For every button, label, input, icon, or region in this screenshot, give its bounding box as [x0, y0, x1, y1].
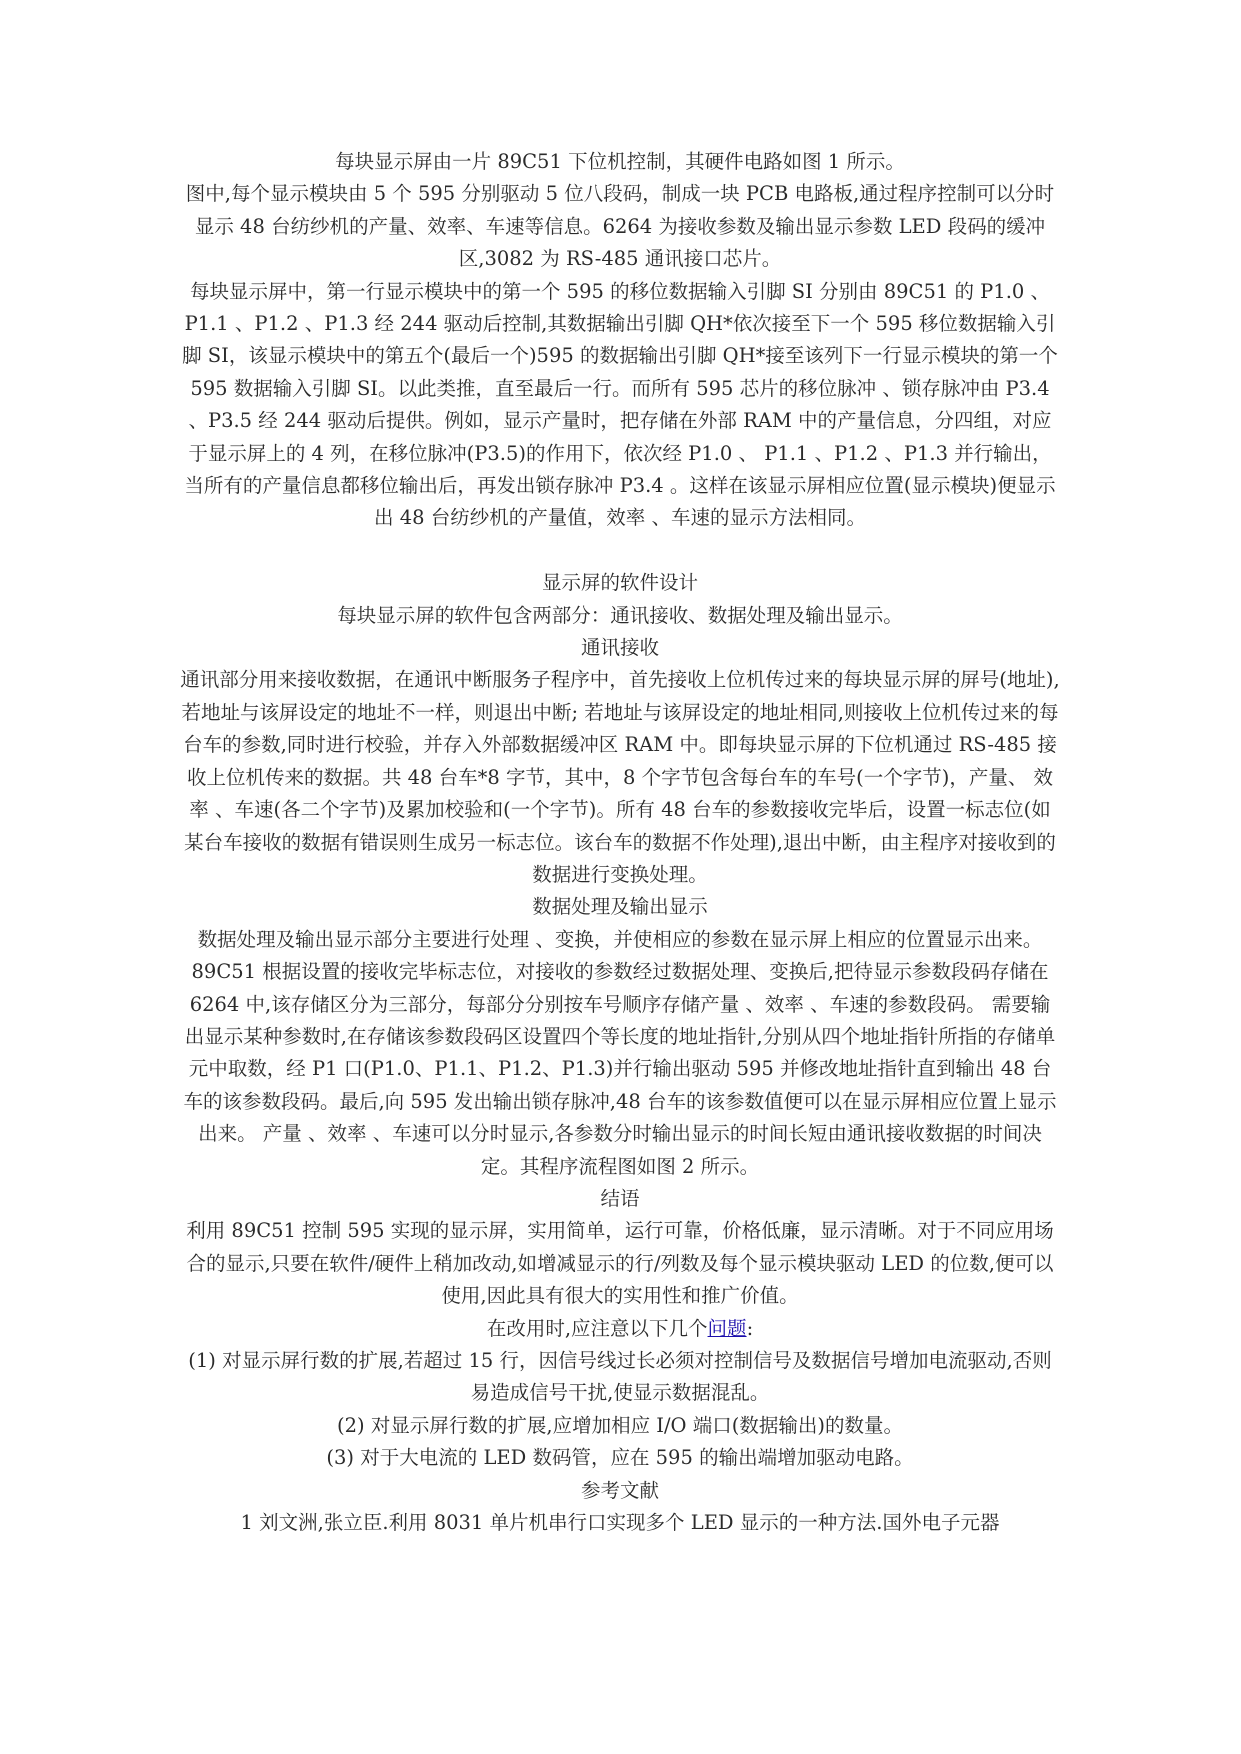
note-item-3: (3) 对于大电流的 LED 数码管，应在 595 的输出端增加驱动电路。 [326, 1446, 914, 1470]
wiring-description-paragraph: 每块显示屏中，第一行显示模块中的第一个 595 的移位数据输入引脚 SI 分别由 89C51 的 P1.0 、P1.1 、P1.2 、P1.3 经 244 驱动后控制,其数据输出引脚 QH*依次接至下一个 595 移位数据输入引脚 SI，该显示模块中的第五个(最后一个)595 的数据输出引脚 QH*接至该列下一行显示模块的第一个 595 数据输入引脚 SI。以此类推，直至最后一行。而所有 595 芯片的移位脉冲 、锁存脉冲由 P3.4 、P3.5 经 244 驱动后提供。例如，显示产量时，把存储在外部 RAM 中的产量信息，分四组，对应于显示屏上的 4 列，在移位脉冲(P3.5)的作用下，依次经 P1.0 、 P1.1 、P1.2 、P1.3 并行输出，当所有的产量信息都移位输出后，再发出锁存脉冲 P3.4 。这样在该显示屏相应位置(显示模块)便显示出 48 台纺纱机的产量值，效率 、车速的显示方法相同。 [182, 279, 1058, 530]
communication-heading: 通讯接收 [580, 636, 659, 660]
notes-intro-colon: : [746, 1316, 754, 1340]
module-description-paragraph: 图中,每个显示模块由 5 个 595 分别驱动 5 位八段码，制成一块 PCB 电路板,通过程序控制可以分时显示 48 台纺纱机的产量、效率、车速等信息。6264 为接收参数及输出显示参数 LED 段码的缓冲区,3082 为 RS-485 通讯接口芯片。 [185, 182, 1055, 271]
note-item-1: (1) 对显示屏行数的扩展,若超过 15 行，因信号线过长必须对控制信号及数据信号增加电流驱动,否则易造成信号干扰,使显示数据混乱。 [188, 1349, 1052, 1405]
conclusion-paragraph: 利用 89C51 控制 595 实现的显示屏，实用简单，运行可靠，价格低廉，显示清晰。对于不同应用场合的显示,只要在软件/硬件上稍加改动,如增减显示的行/列数及每个显示模块驱动 LED 的位数,便可以使用,因此具有很大的实用性和推广价值。 [186, 1219, 1054, 1308]
notes-intro-text: 在改用时,应注意以下几个 [486, 1316, 708, 1340]
reference-item-1: 1 刘文洲,张立臣.利用 8031 单片机串行口实现多个 LED 显示的一种方法.国外电子元器 [240, 1511, 1000, 1535]
communication-paragraph: 通讯部分用来接收数据，在通讯中断服务子程序中，首先接收上位机传过来的每块显示屏的屏号(地址),若地址与该屏设定的地址不一样，则退出中断; 若地址与该屏设定的地址相同,则接收上位机传过来的每台车的参数,同时进行校验，并存入外部数据缓冲区 RAM 中。即每块显示屏的下位机通过 RS-485 接收上位机传来的数据。共 48 台车*8 字节，其中，8 个字节包含每台车的车号(一个字节)，产量、 效率 、车速(各二个字节)及累加校验和(一个字节)。所有 48 台车的参数接收完毕后，设置一标志位(如某台车接收的数据有错误则生成另一标志位。该台车的数据不作处理),退出中断，由主程序对接收到的数据进行变换处理。 [180, 668, 1060, 886]
data-processing-heading: 数据处理及输出显示 [532, 895, 708, 919]
notes-intro [180, 1313, 1060, 1345]
hardware-intro-paragraph: 每块显示屏由一片 89C51 下位机控制，其硬件电路如图 1 所示。 [335, 150, 905, 173]
note-item-2: (2) 对显示屏行数的扩展,应增加相应 I/O 端口(数据输出)的数量。 [337, 1413, 903, 1437]
spacer [180, 535, 1060, 567]
software-overview-paragraph: 每块显示屏的软件包含两部分：通讯接收、数据处理及输出显示。 [337, 603, 903, 627]
problems-link[interactable]: 问题 [707, 1316, 747, 1340]
conclusion-heading: 结语 [600, 1186, 640, 1210]
document-body [180, 146, 1060, 1539]
data-processing-paragraph: 数据处理及输出显示部分主要进行处理 、变换，并使相应的参数在显示屏上相应的位置显示出来。89C51 根据设置的接收完毕标志位，对接收的参数经过数据处理、变换后,把待显示参数段码存储在 6264 中,该存储区分为三部分，每部分分别按车号顺序存储产量 、效率 、车速的参数段码。 需要输出显示某种参数时,在存储该参数段码区设置四个等长度的地址指针,分别从四个地址指针所指的存储单元中取数，经 P1 口(P1.0、P1.1、P1.2、P1.3)并行输出驱动 595 并修改地址指针直到输出 48 台车的该参数段码。最后,向 595 发出输出锁存脉冲,48 台车的该参数值便可以在显示屏相应位置上显示出来。 产量 、效率 、车速可以分时显示,各参数分时输出显示的时间长短由通讯接收数据的时间决定。其程序流程图如图 2 所示。 [183, 927, 1057, 1178]
software-design-heading: 显示屏的软件设计 [541, 571, 698, 595]
references-heading: 参考文献 [580, 1478, 659, 1502]
